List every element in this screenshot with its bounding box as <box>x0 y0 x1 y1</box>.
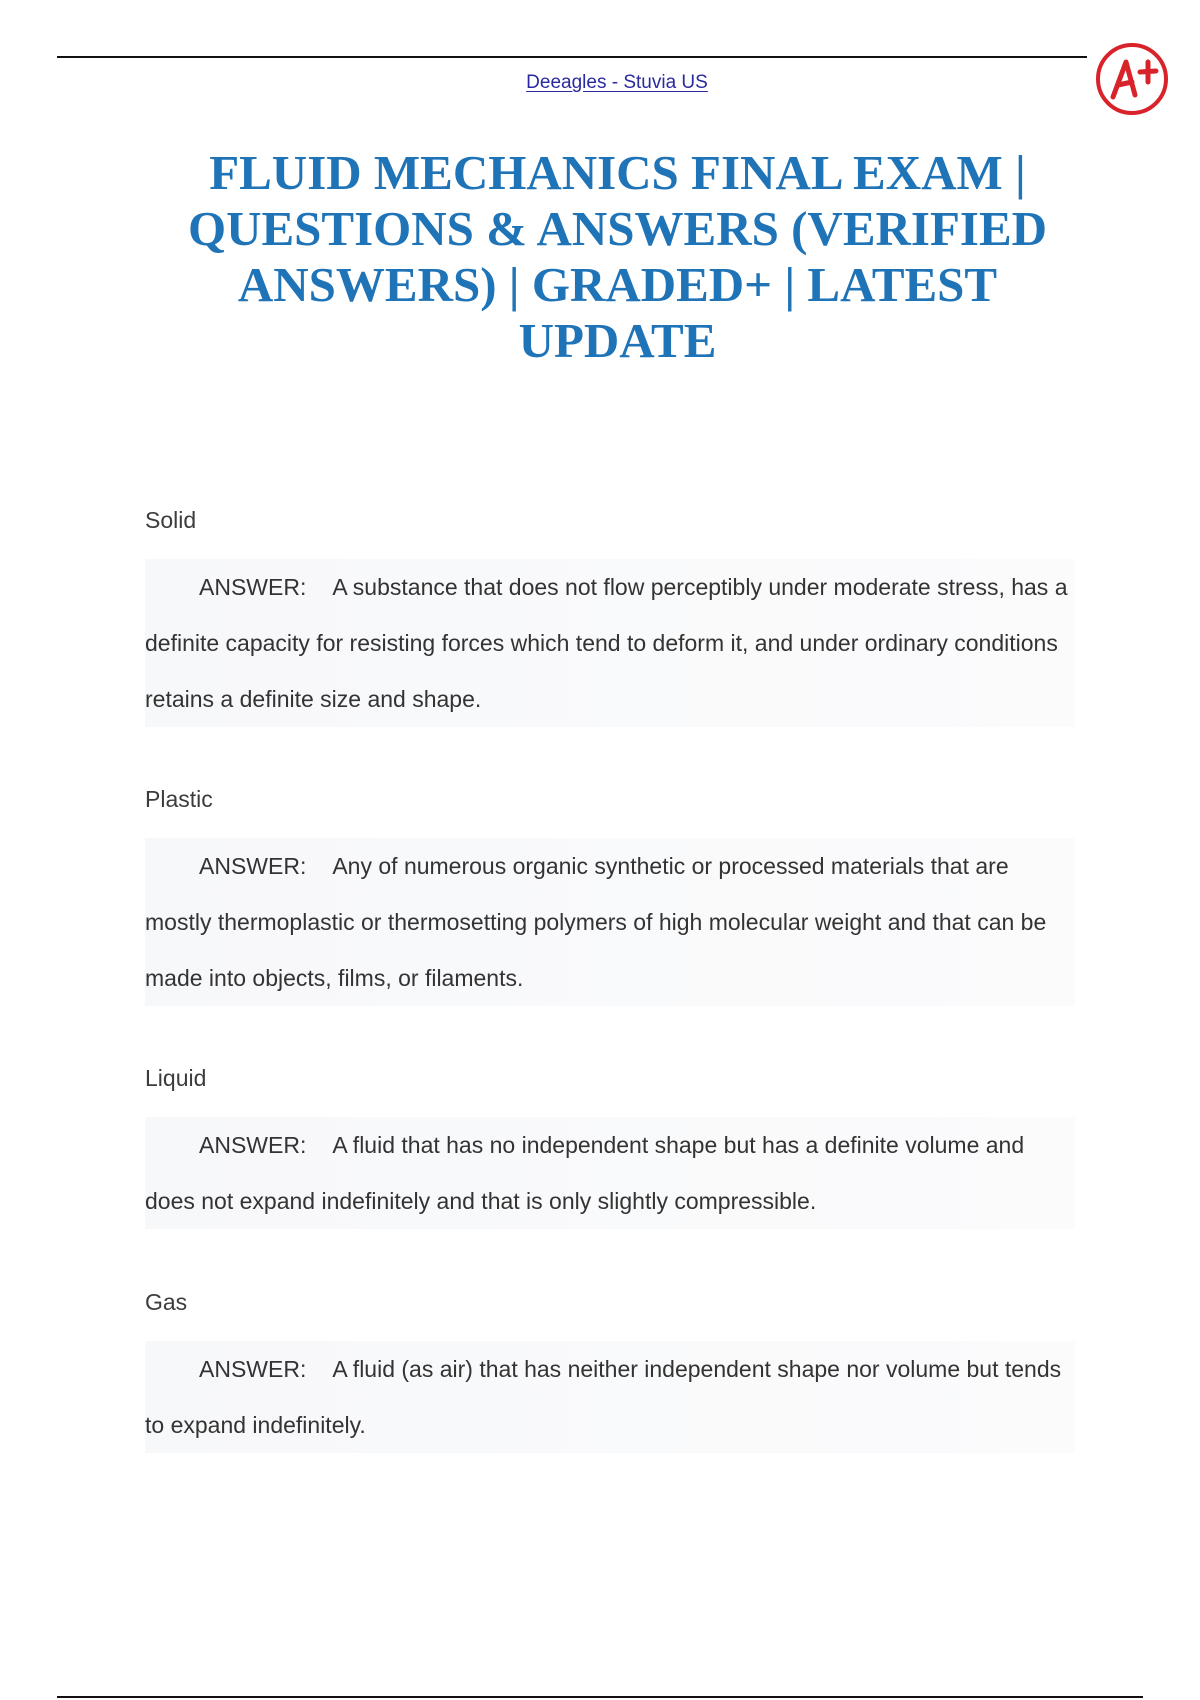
footer-divider <box>57 1696 1143 1698</box>
header-source-link[interactable]: Deeagles - Stuvia US <box>526 72 708 93</box>
document-title: FLUID MECHANICS FINAL EXAM | QUESTIONS & ANSWERS (VERIFIED ANSWERS) | GRADED+ | LATEST UPDATE <box>187 145 1048 368</box>
answer-body: A fluid that has no independent shape but has a definite volume and does not expand indefinitely and that is only slightly compressible. <box>145 1132 1025 1214</box>
answer-text <box>145 1341 1075 1453</box>
answer-body: A substance that does not flow perceptibly under moderate stress, has a definite capacity for resisting forces which tend to deform it, and under ordinary conditions retains a definite size and shape. <box>145 574 1068 712</box>
qa-item-solid <box>145 503 1075 727</box>
term-label: Plastic <box>145 786 213 812</box>
answer-label: ANSWER: <box>199 574 307 600</box>
term-label: Solid <box>145 507 197 533</box>
qa-item-plastic <box>145 782 1075 1006</box>
answer-label: ANSWER: <box>199 853 307 879</box>
answer-body: A fluid (as air) that has neither independent shape nor volume but tends to expand indefinitely. <box>145 1356 1062 1438</box>
a-plus-grade-stamp-icon <box>1093 40 1171 118</box>
answer-label: ANSWER: <box>199 1356 307 1382</box>
term-label: Gas <box>145 1289 188 1315</box>
answer-text <box>145 838 1075 1006</box>
qa-item-liquid <box>145 1061 1075 1229</box>
term-label: Liquid <box>145 1065 207 1091</box>
qa-item-gas <box>145 1285 1075 1453</box>
answer-text <box>145 559 1075 727</box>
answer-text <box>145 1117 1075 1229</box>
answer-body: Any of numerous organic synthetic or processed materials that are mostly thermoplastic or thermosetting polymers of high molecular weight and that can be made into objects, films, or filaments. <box>145 853 1047 991</box>
header-divider <box>57 56 1087 58</box>
answer-label: ANSWER: <box>199 1132 307 1158</box>
